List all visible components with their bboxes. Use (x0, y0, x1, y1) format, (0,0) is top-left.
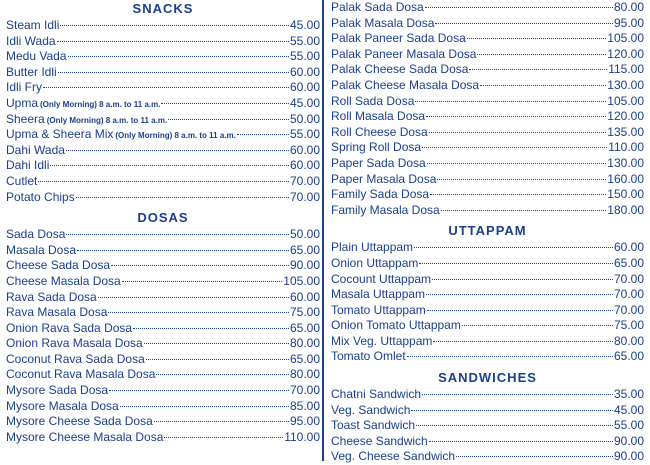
menu-item-price: 90.00 (613, 449, 644, 464)
dot-leader (477, 53, 606, 55)
menu-item-name: Masala Uttappam (331, 287, 426, 302)
dot-leader (98, 296, 289, 298)
menu-item-name: Mix Veg. Uttappam (331, 333, 433, 348)
dot-leader (120, 405, 289, 407)
menu-item-name: Mysore Masala Dosa (6, 398, 119, 413)
menu-item (6, 80, 320, 96)
dot-leader (432, 278, 613, 280)
menu-item (6, 18, 320, 34)
dot-leader (50, 164, 289, 166)
dot-leader (43, 86, 289, 88)
menu-item-name: Butter Idli (6, 64, 57, 79)
menu-item (331, 434, 644, 450)
dot-leader (161, 102, 288, 104)
menu-item (6, 430, 320, 446)
menu-item-price: 80.00 (289, 367, 320, 382)
menu-item-name: Mysore Sada Dosa (6, 383, 109, 398)
dot-leader (58, 71, 289, 73)
menu-item-name: Palak Sada Dosa (331, 0, 424, 14)
menu-item (331, 62, 644, 78)
menu-item (6, 158, 320, 174)
menu-item-name: Onion Tomato Uttappam (331, 318, 461, 333)
menu-item-price: 75.00 (613, 318, 644, 333)
uttappam-heading: UTTAPPAM (448, 223, 527, 239)
menu-item-price: 55.00 (289, 33, 320, 48)
dot-leader (426, 293, 613, 295)
menu-item (6, 190, 320, 206)
dot-leader (146, 358, 289, 360)
menu-item-price: 95.00 (613, 15, 644, 30)
menu-item-price: 120.00 (607, 46, 644, 61)
menu-item-name: Chatni Sandwich (331, 387, 422, 402)
menu-item (6, 96, 320, 112)
menu-item (6, 352, 320, 368)
menu-item-price: 45.00 (289, 18, 320, 32)
menu-item-price: 35.00 (613, 387, 644, 402)
menu-item-name: Potato Chips (6, 189, 75, 204)
menu-item-name: Roll Cheese Dosa (331, 124, 428, 139)
menu-item-name: Idli Wada (6, 33, 56, 48)
menu-item (331, 318, 644, 334)
dot-leader (77, 249, 289, 251)
menu-item-name: Cheese Sandwich (331, 433, 428, 448)
menu-item-price: 180.00 (607, 202, 644, 217)
menu-item-price: 65.00 (289, 320, 320, 335)
dot-leader (415, 100, 606, 102)
menu-item (331, 418, 644, 434)
menu-item-name: Veg. Cheese Sandwich (331, 449, 456, 464)
menu-item (6, 336, 320, 352)
menu-item-name: Cocount Uttappam (331, 271, 432, 286)
dot-leader (237, 133, 289, 135)
menu-item (6, 243, 320, 259)
menu-item-name: Spring Roll Dosa (331, 140, 422, 155)
dot-leader (133, 327, 289, 329)
menu-item-note: (Only Morning) 8 a.m. to 11 a.m. (115, 131, 236, 141)
dot-leader (441, 209, 607, 211)
menu-item-price: 105.00 (607, 93, 644, 108)
menu-item-price: 70.00 (289, 173, 320, 188)
menu-item-price: 95.00 (289, 414, 320, 429)
dot-leader (422, 146, 607, 148)
dot-leader (433, 340, 613, 342)
menu-item-price: 45.00 (613, 402, 644, 417)
menu-item (331, 172, 644, 188)
dot-leader (411, 409, 613, 411)
menu-item-price: 60.00 (289, 64, 320, 79)
dot-leader (419, 262, 613, 264)
menu-item-price: 160.00 (607, 171, 644, 186)
menu-item-name: Rava Masala Dosa (6, 305, 108, 320)
menu-item-price: 55.00 (289, 127, 320, 142)
menu-item (6, 34, 320, 50)
dot-leader (462, 324, 613, 326)
uttappam-list (331, 240, 644, 365)
dot-leader (480, 84, 606, 86)
dot-leader (68, 55, 289, 57)
menu-item-name: Tomato Uttappam (331, 302, 426, 317)
menu-item-name: Dahi Idli (6, 158, 50, 173)
menu-item-price: 135.00 (607, 124, 644, 139)
menu-item (331, 31, 644, 47)
menu-item-name: Toast Sandwich (331, 418, 416, 433)
menu-item-price: 70.00 (289, 189, 320, 204)
menu-item-price: 120.00 (607, 109, 644, 124)
dot-leader (435, 22, 613, 24)
dot-leader (429, 131, 607, 133)
menu-item-name: Plain Uttappam (331, 240, 414, 255)
menu-item-price: 105.00 (283, 273, 320, 288)
menu-item-name: Onion Uttappam (331, 255, 419, 270)
dot-leader (437, 178, 606, 180)
menu-item-note: (Only Morning) 8 a.m. to 11 a.m. (46, 115, 168, 125)
menu-item-price: 110.00 (608, 140, 644, 155)
menu-item (331, 140, 644, 156)
dot-leader (108, 311, 289, 313)
menu-item-price: 80.00 (289, 336, 320, 351)
dot-leader (467, 37, 607, 39)
menu-item-price: 150.00 (607, 187, 644, 202)
menu-item-price: 45.00 (289, 95, 320, 110)
dot-leader (416, 424, 613, 426)
dot-leader (60, 24, 289, 26)
menu-item-price: 60.00 (289, 142, 320, 157)
menu-item-name: Roll Masala Dosa (331, 109, 426, 124)
menu-item (6, 112, 320, 128)
menu-item-name: Steam Idli (6, 18, 60, 32)
dot-leader (168, 118, 289, 120)
dot-leader (469, 68, 607, 70)
menu-item (331, 303, 644, 319)
menu-item-price: 65.00 (289, 351, 320, 366)
menu-item-name: Cheese Masala Dosa (6, 273, 121, 288)
menu-item (6, 65, 320, 81)
dot-leader (111, 264, 289, 266)
menu-item-price: 105.00 (607, 31, 644, 46)
menu-item-name: Veg. Sandwich (331, 402, 411, 417)
menu-item-name: Palak Paneer Masala Dosa (331, 46, 477, 61)
column-divider (322, 0, 324, 461)
menu-item (331, 16, 644, 32)
menu-item (331, 203, 644, 219)
menu-item-name: Paper Masala Dosa (331, 171, 437, 186)
menu-item-price: 90.00 (289, 258, 320, 273)
menu-item-name: Dahi Wada (6, 142, 65, 157)
menu-item (6, 174, 320, 190)
menu-item (6, 49, 320, 65)
menu-item (331, 349, 644, 365)
menu-item-name: Mysore Cheese Masala Dosa (6, 429, 164, 444)
menu-item-price: 70.00 (289, 383, 320, 398)
menu-item (331, 387, 644, 403)
menu-item-name: Palak Masala Dosa (331, 15, 435, 30)
dot-leader (430, 193, 606, 195)
menu-item-name: Coconut Rava Sada Dosa (6, 351, 145, 366)
menu-item-name: Palak Cheese Sada Dosa (331, 62, 469, 77)
menu-item-price: 85.00 (289, 398, 320, 413)
menu-item (331, 240, 644, 256)
menu-item-price: 60.00 (289, 158, 320, 173)
menu-item (6, 274, 320, 290)
menu-item (6, 127, 320, 143)
menu-item-name: Family Masala Dosa (331, 202, 440, 217)
menu-item-name: Paper Sada Dosa (331, 155, 426, 170)
menu-item-name: Tomato Omlet (331, 349, 406, 364)
menu-item-price: 115.00 (608, 62, 644, 77)
menu-item (331, 287, 644, 303)
dosas-continued-list (331, 0, 644, 218)
menu-item-name: Cheese Sada Dosa (6, 258, 111, 273)
menu-item-price: 80.00 (613, 0, 644, 14)
menu-item-note: (Only Morning) 8 a.m. to 11 a.m. (40, 99, 161, 109)
dot-leader (109, 389, 289, 391)
dot-leader (414, 246, 613, 248)
menu-item-price: 90.00 (613, 433, 644, 448)
dot-leader (427, 162, 607, 164)
menu-item (331, 449, 644, 465)
menu-item (6, 399, 320, 415)
menu-item-price: 80.00 (613, 333, 644, 348)
sandwiches-list (331, 387, 644, 465)
menu-item (6, 258, 320, 274)
dot-leader (122, 280, 283, 282)
dot-leader (429, 440, 613, 442)
menu-item (331, 156, 644, 172)
menu-item-price: 60.00 (289, 289, 320, 304)
menu-item (331, 0, 644, 16)
dot-leader (144, 342, 289, 344)
dot-leader (425, 6, 613, 8)
menu-item-name: Sheera (6, 111, 45, 126)
menu-item (6, 227, 320, 243)
menu-item-price: 65.00 (289, 242, 320, 257)
menu-item-price: 55.00 (289, 49, 320, 64)
menu-item-name: Upma & Sheera Mix (6, 127, 114, 142)
menu-item-price: 65.00 (613, 349, 644, 364)
menu-item (6, 367, 320, 383)
menu-item-name: Cutlet (6, 173, 38, 188)
dot-leader (422, 393, 613, 395)
menu-item-price: 50.00 (289, 111, 320, 126)
dot-leader (66, 233, 289, 235)
dot-leader (407, 355, 613, 357)
dosas-list (6, 227, 320, 445)
menu-item (6, 383, 320, 399)
dot-leader (76, 196, 289, 198)
menu-item-price: 50.00 (289, 227, 320, 242)
dot-leader (456, 455, 613, 457)
snacks-heading: SNACKS (132, 1, 194, 16)
left-column (6, 0, 320, 445)
menu-item-price: 70.00 (613, 287, 644, 302)
menu-item-price: 75.00 (289, 305, 320, 320)
menu-item-name: Onion Rava Sada Dosa (6, 320, 133, 335)
menu-item-name: Mysore Cheese Sada Dosa (6, 414, 153, 429)
dot-leader (66, 149, 289, 151)
right-column (331, 0, 644, 465)
menu-item-name: Upma (6, 95, 39, 110)
menu-item-name: Onion Rava Masala Dosa (6, 336, 143, 351)
menu-item-price: 70.00 (613, 302, 644, 317)
menu-item-name: Masala Dosa (6, 242, 77, 257)
menu-item-name: Palak Paneer Sada Dosa (331, 31, 466, 46)
menu-item-name: Sada Dosa (6, 227, 66, 242)
dot-leader (426, 115, 606, 117)
menu-item (331, 109, 644, 125)
menu-item (331, 403, 644, 419)
sandwiches-heading: SANDWICHES (438, 370, 537, 386)
dot-leader (156, 373, 289, 375)
snacks-list (6, 18, 320, 205)
menu-item (331, 94, 644, 110)
menu-item-price: 65.00 (613, 255, 644, 270)
menu-item (6, 143, 320, 159)
menu-item-price: 60.00 (613, 240, 644, 255)
menu-item (331, 256, 644, 272)
dot-leader (154, 420, 289, 422)
menu-item-name: Medu Vada (6, 49, 67, 64)
menu-item (6, 414, 320, 430)
dot-leader (164, 436, 283, 438)
menu-item-price: 110.00 (284, 429, 320, 444)
menu-item-price: 70.00 (613, 271, 644, 286)
menu-item-name: Coconut Rava Masala Dosa (6, 367, 156, 382)
menu-item (331, 272, 644, 288)
menu-item (6, 305, 320, 321)
dosas-heading: DOSAS (137, 210, 189, 226)
menu-item (331, 125, 644, 141)
menu-item (6, 321, 320, 337)
dot-leader (427, 309, 613, 311)
menu-item-price: 130.00 (607, 155, 644, 170)
menu-item-name: Rava Sada Dosa (6, 289, 97, 304)
menu-item-name: Family Sada Dosa (331, 187, 430, 202)
menu-item (331, 78, 644, 94)
dot-leader (57, 40, 289, 42)
menu-item (331, 47, 644, 63)
menu-item-price: 60.00 (289, 80, 320, 95)
menu-item (331, 187, 644, 203)
menu-item-price: 130.00 (607, 77, 644, 92)
menu-item-name: Roll Sada Dosa (331, 93, 415, 108)
dot-leader (38, 180, 289, 182)
menu-item-name: Palak Cheese Masala Dosa (331, 77, 480, 92)
menu-item-name: Idli Fry (6, 80, 42, 95)
menu-item (6, 290, 320, 306)
menu-item-price: 55.00 (613, 418, 644, 433)
menu-item (331, 334, 644, 350)
